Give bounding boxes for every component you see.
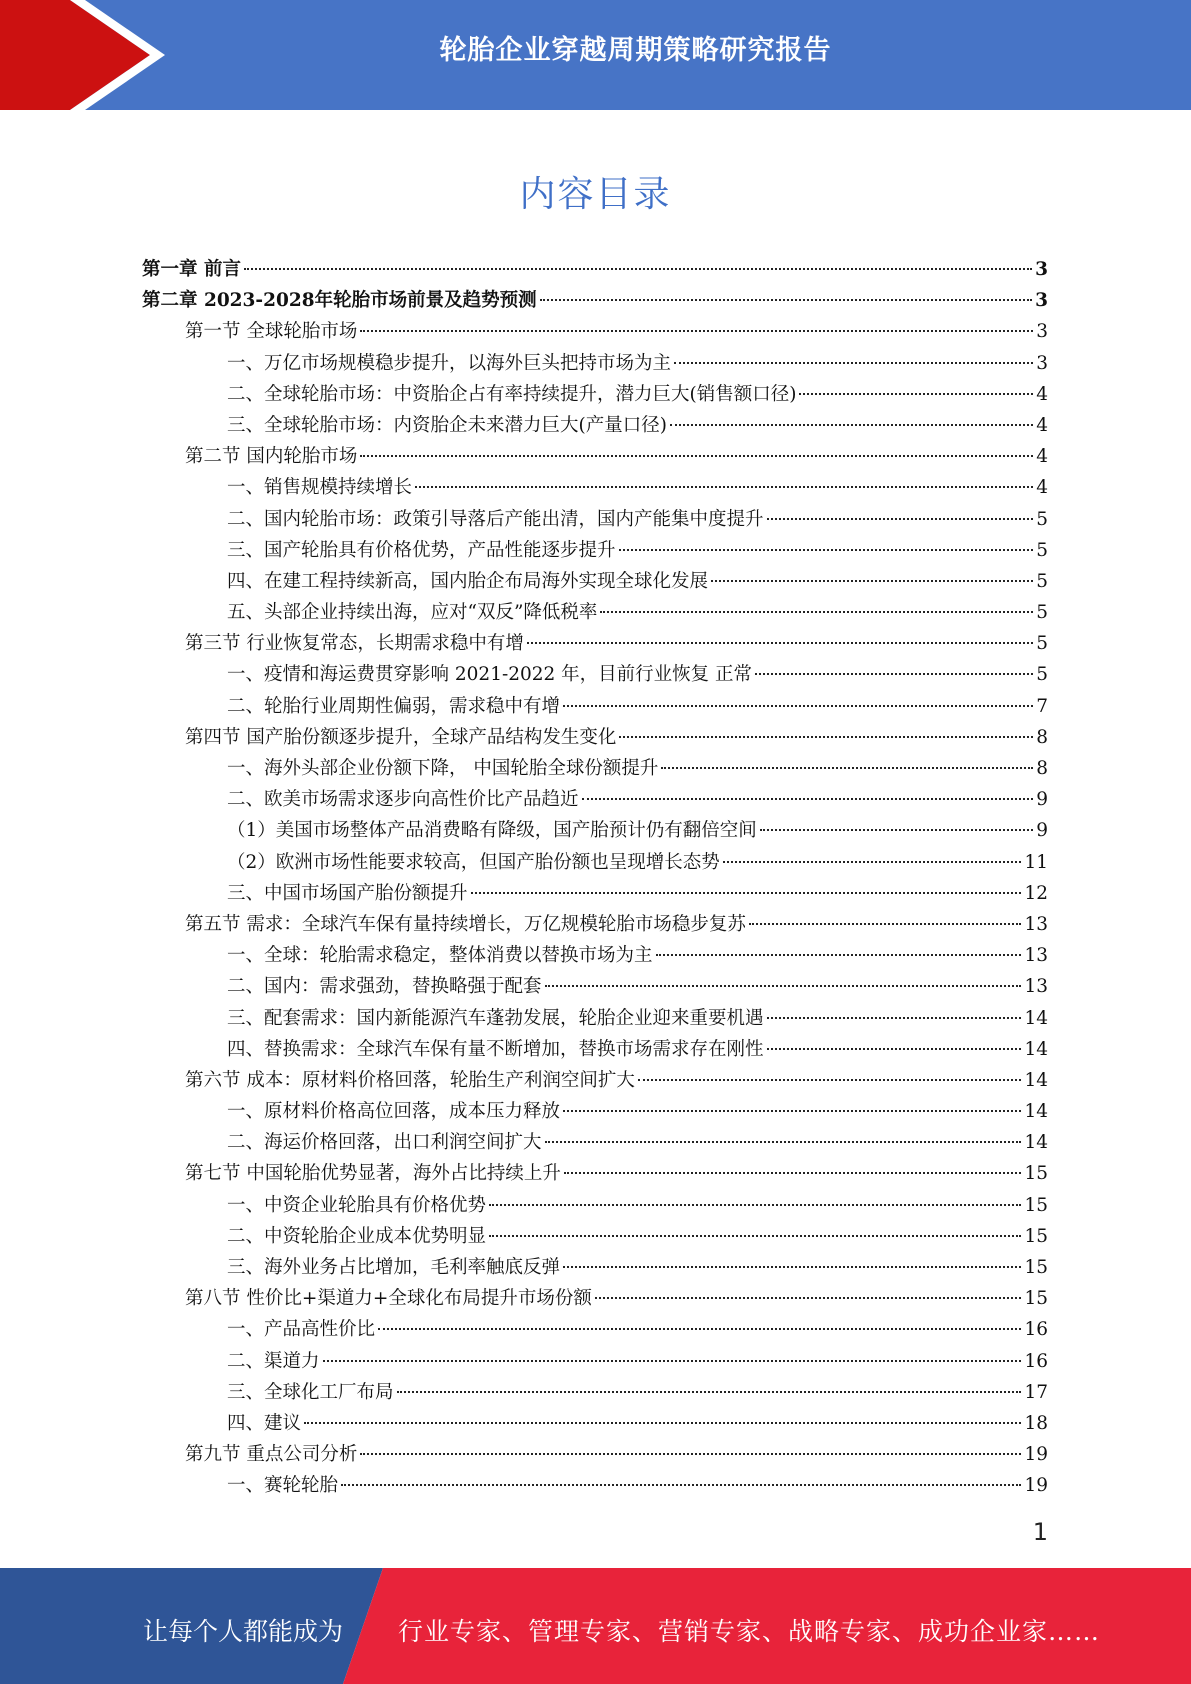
toc-entry-text: 第八节 性价比+渠道力+全球化布局提升市场份额 xyxy=(185,1288,592,1310)
toc-dot-leader xyxy=(304,1422,1021,1424)
toc-dot-leader xyxy=(767,518,1034,520)
toc-page-number: 16 xyxy=(1024,1350,1048,1372)
toc-dot-leader xyxy=(563,705,1033,707)
toc-entry[interactable] xyxy=(142,1127,1048,1158)
toc-entry-text: 第二节 国内轮胎市场 xyxy=(185,446,358,468)
toc-dot-leader xyxy=(489,1204,1021,1206)
toc-page-number: 14 xyxy=(1024,1101,1048,1123)
toc-dot-leader xyxy=(527,642,1033,644)
toc-page-number: 13 xyxy=(1024,945,1048,967)
toc-entry[interactable] xyxy=(142,1314,1048,1345)
toc-dot-leader xyxy=(760,829,1033,831)
toc-page-number: 17 xyxy=(1024,1381,1048,1403)
toc-entry-text: 第一节 全球轮胎市场 xyxy=(185,321,358,343)
toc-entry[interactable] xyxy=(142,1096,1048,1127)
toc-entry-text: （2）欧洲市场性能要求较高，但国产胎份额也呈现增长态势 xyxy=(227,851,720,873)
toc-entry-text: 第二章 2023-2028年轮胎市场前景及趋势预测 xyxy=(142,290,537,312)
toc-entry-text: 第七节 中国轮胎优势显著，海外占比持续上升 xyxy=(185,1163,561,1185)
toc-page-number: 5 xyxy=(1036,602,1048,624)
toc-page-number: 13 xyxy=(1024,913,1048,935)
toc-page-number: 16 xyxy=(1024,1319,1048,1341)
toc-dot-leader xyxy=(595,1297,1022,1299)
toc-entry[interactable] xyxy=(142,472,1048,503)
toc-entry[interactable] xyxy=(142,566,1048,597)
toc-dot-leader xyxy=(767,1017,1022,1019)
toc-entry[interactable] xyxy=(142,316,1048,347)
toc-entry[interactable] xyxy=(142,597,1048,628)
toc-entry[interactable] xyxy=(142,878,1048,909)
toc-entry-text: （1）美国市场整体产品消费略有降级，国产胎预计仍有翻倍空间 xyxy=(227,820,757,842)
toc-dot-leader xyxy=(711,580,1033,582)
footer-slogan-right: 行业专家、管理专家、营销专家、战略专家、成功企业家…… xyxy=(398,1617,1101,1646)
toc-dot-leader xyxy=(341,1484,1021,1486)
toc-entry-text: 三、中国市场国产胎份额提升 xyxy=(227,882,468,904)
footer-slogan-left: 让每个人都能成为 xyxy=(143,1617,344,1646)
toc-entry-text: 二、中资轮胎企业成本优势明显 xyxy=(227,1225,487,1247)
toc-entry[interactable] xyxy=(142,379,1048,410)
toc-entry-text: 四、在建工程持续新高，国内胎企布局海外实现全球化发展 xyxy=(227,570,709,592)
toc-page-number: 15 xyxy=(1024,1288,1048,1310)
toc-entry-text: 第四节 国产胎份额逐步提升，全球产品结构发生变化 xyxy=(185,726,617,748)
toc-entry[interactable] xyxy=(142,1377,1048,1408)
toc-page-number: 14 xyxy=(1024,1038,1048,1060)
toc-dot-leader xyxy=(749,923,1022,925)
toc-page-number: 5 xyxy=(1036,570,1048,592)
toc-page-number: 3 xyxy=(1036,321,1048,343)
toc-dot-leader xyxy=(489,1235,1021,1237)
toc-entry[interactable] xyxy=(142,504,1048,535)
toc-dot-leader xyxy=(564,1172,1022,1174)
toc-page-number: 9 xyxy=(1036,820,1048,842)
toc-dot-leader xyxy=(767,1048,1022,1050)
toc-entry[interactable] xyxy=(142,691,1048,722)
toc-dot-leader xyxy=(656,954,1022,956)
table-of-contents xyxy=(142,254,1048,1502)
toc-entry[interactable] xyxy=(142,535,1048,566)
toc-page-number: 12 xyxy=(1024,882,1048,904)
toc-entry-text: 第一章 前言 xyxy=(142,259,241,280)
toc-entry[interactable] xyxy=(142,1034,1048,1065)
page-footer xyxy=(0,1568,1191,1684)
toc-entry[interactable] xyxy=(142,1283,1048,1314)
toc-page-number: 4 xyxy=(1036,414,1048,436)
toc-dot-leader xyxy=(360,330,1033,332)
toc-entry[interactable] xyxy=(142,441,1048,472)
toc-page-number: 4 xyxy=(1036,446,1048,468)
toc-entry-text: 第九节 重点公司分析 xyxy=(185,1444,358,1466)
toc-entry[interactable] xyxy=(142,847,1048,878)
toc-dot-leader xyxy=(600,611,1033,613)
toc-dot-leader xyxy=(563,1266,1021,1268)
toc-page-number: 15 xyxy=(1024,1194,1048,1216)
toc-page-number: 19 xyxy=(1024,1475,1048,1497)
toc-entry-text: 一、产品高性价比 xyxy=(227,1319,376,1341)
toc-page-number: 14 xyxy=(1024,1007,1048,1029)
toc-entry-text: 二、渠道力 xyxy=(227,1350,320,1372)
toc-dot-leader xyxy=(415,486,1033,488)
toc-page-number: 4 xyxy=(1036,383,1048,405)
page-number: 1 xyxy=(1032,1518,1048,1546)
toc-entry-text: 一、中资企业轮胎具有价格优势 xyxy=(227,1194,487,1216)
toc-dot-leader xyxy=(670,424,1033,426)
toc-entry-text: 一、全球：轮胎需求稳定，整体消费以替换市场为主 xyxy=(227,945,653,967)
toc-entry[interactable] xyxy=(142,348,1048,379)
toc-dot-leader xyxy=(674,362,1033,364)
toc-entry[interactable] xyxy=(142,285,1048,316)
toc-entry[interactable] xyxy=(142,659,1048,690)
toc-entry-text: 第五节 需求：全球汽车保有量持续增长，万亿规模轮胎市场稳步复苏 xyxy=(185,913,746,935)
toc-entry[interactable] xyxy=(142,1470,1048,1501)
toc-dot-leader xyxy=(545,1141,1022,1143)
toc-entry-text: 二、全球轮胎市场：中资胎企占有率持续提升，潜力巨大(销售额口径) xyxy=(227,383,797,405)
toc-dot-leader xyxy=(661,767,1033,769)
toc-dot-leader xyxy=(244,268,1032,270)
toc-dot-leader xyxy=(755,673,1033,675)
toc-page-number: 14 xyxy=(1024,1132,1048,1154)
toc-dot-leader xyxy=(540,299,1033,301)
toc-entry-text: 二、国内轮胎市场：政策引导落后产能出清，国内产能集中度提升 xyxy=(227,508,764,530)
toc-entry-text: 三、全球轮胎市场：内资胎企未来潜力巨大(产量口径) xyxy=(227,414,667,436)
toc-page-number: 3 xyxy=(1035,290,1048,312)
toc-dot-leader xyxy=(638,1079,1022,1081)
toc-dot-leader xyxy=(799,393,1033,395)
toc-page-number: 15 xyxy=(1024,1163,1048,1185)
toc-entry-text: 一、海外头部企业份额下降， 中国轮胎全球份额提升 xyxy=(227,758,659,779)
toc-page-number: 8 xyxy=(1036,726,1048,748)
toc-page-number: 4 xyxy=(1036,477,1048,499)
toc-dot-leader xyxy=(471,892,1022,894)
toc-dot-leader xyxy=(360,1453,1021,1455)
toc-dot-leader xyxy=(323,1360,1022,1362)
toc-dot-leader xyxy=(723,861,1022,863)
toc-dot-leader xyxy=(545,985,1022,987)
toc-entry-text: 二、欧美市场需求逐步向高性价比产品趋近 xyxy=(227,789,579,811)
toc-entry-text: 一、万亿市场规模稳步提升，以海外巨头把持市场为主 xyxy=(227,352,672,374)
toc-dot-leader xyxy=(563,1110,1021,1112)
page-header xyxy=(0,0,1191,110)
toc-page-number: 14 xyxy=(1024,1069,1048,1091)
toc-entry[interactable] xyxy=(142,1252,1048,1283)
toc-entry[interactable] xyxy=(142,722,1048,753)
toc-entry-text: 一、原材料价格高位回落，成本压力释放 xyxy=(227,1101,561,1123)
toc-entry-text: 二、国内：需求强劲，替换略强于配套 xyxy=(227,976,542,998)
toc-page-number: 11 xyxy=(1024,851,1048,873)
toc-entry[interactable] xyxy=(142,1158,1048,1189)
toc-entry[interactable] xyxy=(142,254,1048,285)
toc-page-number: 5 xyxy=(1036,508,1048,530)
toc-page-number: 3 xyxy=(1036,352,1048,374)
toc-page-number: 5 xyxy=(1036,539,1048,561)
toc-dot-leader xyxy=(360,455,1033,457)
toc-entry[interactable] xyxy=(142,1408,1048,1439)
toc-page-number: 9 xyxy=(1036,789,1048,811)
toc-page-number: 18 xyxy=(1024,1412,1048,1434)
toc-entry[interactable] xyxy=(142,1439,1048,1470)
toc-entry[interactable] xyxy=(142,753,1048,784)
toc-page-number: 7 xyxy=(1036,695,1048,717)
toc-dot-leader xyxy=(619,549,1034,551)
toc-page-number: 19 xyxy=(1024,1444,1048,1466)
toc-entry[interactable] xyxy=(142,940,1048,971)
toc-entry[interactable] xyxy=(142,971,1048,1002)
toc-entry-text: 三、配套需求：国内新能源汽车蓬勃发展，轮胎企业迎来重要机遇 xyxy=(227,1007,764,1029)
toc-entry[interactable] xyxy=(142,1346,1048,1377)
report-title: 轮胎企业穿越周期策略研究报告 xyxy=(439,35,832,66)
toc-heading: 内容目录 xyxy=(519,174,672,215)
toc-page-number: 5 xyxy=(1036,633,1048,655)
toc-dot-leader xyxy=(378,1328,1021,1330)
toc-entry[interactable] xyxy=(142,628,1048,659)
toc-entry[interactable] xyxy=(142,784,1048,815)
toc-entry[interactable] xyxy=(142,410,1048,441)
toc-dot-leader xyxy=(619,736,1033,738)
toc-page-number: 8 xyxy=(1036,758,1048,779)
toc-entry-text: 一、销售规模持续增长 xyxy=(227,477,413,499)
toc-entry-text: 一、赛轮轮胎 xyxy=(227,1475,339,1497)
toc-entry[interactable] xyxy=(142,815,1048,846)
toc-entry[interactable] xyxy=(142,909,1048,940)
toc-page-number: 3 xyxy=(1035,259,1048,280)
toc-entry-text: 二、轮胎行业周期性偏弱，需求稳中有增 xyxy=(227,695,561,717)
toc-entry-text: 第六节 成本：原材料价格回落，轮胎生产利润空间扩大 xyxy=(185,1069,635,1091)
toc-entry-text: 三、全球化工厂布局 xyxy=(227,1381,394,1403)
toc-dot-leader xyxy=(397,1391,1022,1393)
toc-page-number: 5 xyxy=(1036,664,1048,686)
toc-entry-text: 四、替换需求：全球汽车保有量不断增加，替换市场需求存在刚性 xyxy=(227,1038,764,1060)
toc-entry[interactable] xyxy=(142,1190,1048,1221)
toc-entry-text: 三、海外业务占比增加，毛利率触底反弹 xyxy=(227,1257,561,1278)
toc-entry-text: 一、疫情和海运费贯穿影响 2021-2022 年，目前行业恢复 正常 xyxy=(227,664,753,686)
toc-entry-text: 四、建议 xyxy=(227,1412,302,1434)
toc-entry-text: 二、海运价格回落，出口利润空间扩大 xyxy=(227,1132,542,1154)
toc-entry-text: 第三节 行业恢复常态，长期需求稳中有增 xyxy=(185,633,524,655)
toc-entry[interactable] xyxy=(142,1221,1048,1252)
toc-entry-text: 五、头部企业持续出海，应对“双反”降低税率 xyxy=(227,602,598,624)
toc-dot-leader xyxy=(582,798,1034,800)
toc-entry-text: 三、国产轮胎具有价格优势，产品性能逐步提升 xyxy=(227,539,616,561)
toc-page-number: 15 xyxy=(1024,1257,1048,1278)
toc-page-number: 15 xyxy=(1024,1225,1048,1247)
toc-entry[interactable] xyxy=(142,1003,1048,1034)
toc-page-number: 13 xyxy=(1024,976,1048,998)
toc-entry[interactable] xyxy=(142,1065,1048,1096)
